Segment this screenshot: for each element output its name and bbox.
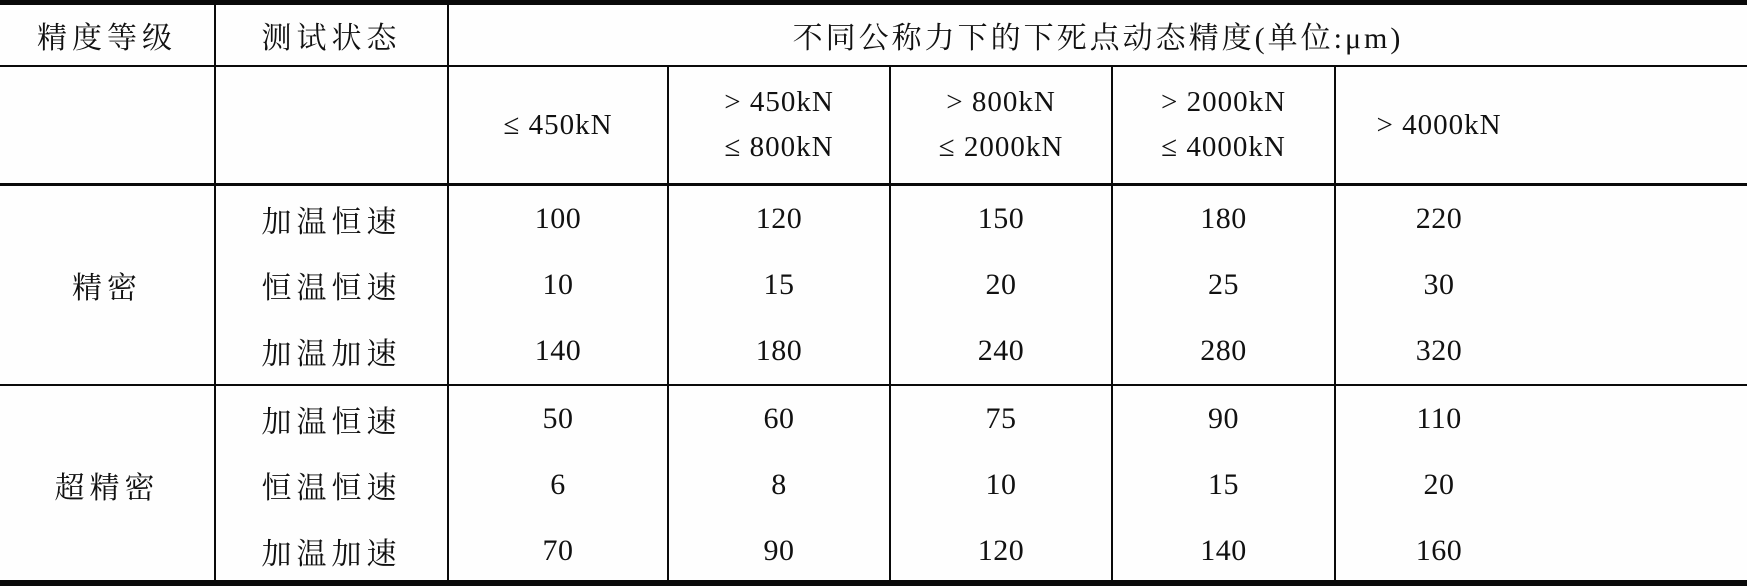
- table-row: [0, 385, 1747, 452]
- value-cell: 25: [1112, 252, 1335, 318]
- state-cell: 加温加速: [215, 518, 448, 584]
- force-range-line: ≤ 800kN: [724, 131, 834, 163]
- force-range-line: ≤ 450kN: [503, 108, 613, 141]
- force-range-line: > 2000kN: [1160, 86, 1287, 119]
- table-row: [0, 252, 1747, 318]
- value-cell: 90: [1112, 385, 1335, 452]
- state-cell: 加温恒速: [215, 185, 448, 253]
- table-row: [0, 518, 1747, 584]
- force-range-line: ≤ 4000kN: [1161, 131, 1286, 163]
- dynamic-precision-table: [0, 5, 1747, 584]
- grade-column-header: 精度等级: [0, 5, 215, 66]
- value-cell: 150: [890, 185, 1112, 253]
- force-range-line: ≤ 2000kN: [938, 131, 1064, 163]
- empty-header-cell: [0, 66, 215, 185]
- value-cell: 15: [1112, 452, 1335, 518]
- force-range-line: > 800kN: [946, 86, 1056, 119]
- table-body: [0, 185, 1747, 585]
- grade-cell-chaojingmi: 超精密: [0, 385, 215, 584]
- value-cell: 6: [448, 452, 668, 518]
- header-row-2: [0, 66, 1747, 185]
- value-cell: 8: [668, 452, 890, 518]
- value-cell: 110: [1335, 385, 1747, 452]
- value-cell: 90: [668, 518, 890, 584]
- value-cell: 320: [1335, 318, 1747, 385]
- value-cell: 180: [1112, 185, 1335, 253]
- value-cell: 120: [890, 518, 1112, 584]
- force-header-le450: [448, 66, 668, 185]
- state-cell: 恒温恒速: [215, 452, 448, 518]
- value-cell: 140: [448, 318, 668, 385]
- value-cell: 240: [890, 318, 1112, 385]
- state-cell: 恒温恒速: [215, 252, 448, 318]
- value-cell: 10: [890, 452, 1112, 518]
- value-cell: 140: [1112, 518, 1335, 584]
- value-cell: 160: [1335, 518, 1747, 584]
- empty-header-cell: [215, 66, 448, 185]
- force-header-gt4000: [1335, 66, 1747, 185]
- value-cell: 60: [668, 385, 890, 452]
- value-cell: 180: [668, 318, 890, 385]
- value-cell: 10: [448, 252, 668, 318]
- header-row-1: [0, 5, 1747, 66]
- state-column-header: 测试状态: [215, 5, 448, 66]
- value-cell: 20: [890, 252, 1112, 318]
- force-range-line: > 4000kN: [1376, 108, 1502, 141]
- value-cell: 15: [668, 252, 890, 318]
- force-header-800-2000: [890, 66, 1112, 185]
- state-cell: 加温恒速: [215, 385, 448, 452]
- force-header-450-800: [668, 66, 890, 185]
- table-row: [0, 185, 1747, 253]
- value-cell: 75: [890, 385, 1112, 452]
- table-row: [0, 318, 1747, 385]
- table-header: [0, 5, 1747, 185]
- value-cell: 220: [1335, 185, 1747, 253]
- grade-cell-jingmi: 精密: [72, 272, 142, 305]
- value-cell: 100: [448, 185, 668, 253]
- state-cell: 加温加速: [215, 318, 448, 385]
- force-range-line: > 450kN: [724, 86, 834, 119]
- force-header-2000-4000: [1112, 66, 1335, 185]
- value-cell: 120: [668, 185, 890, 253]
- table-row: [0, 452, 1747, 518]
- value-cell: 280: [1112, 318, 1335, 385]
- value-cell: 20: [1335, 452, 1747, 518]
- value-cell: 30: [1335, 252, 1747, 318]
- value-cell: 50: [448, 385, 668, 452]
- span-title-header: 不同公称力下的下死点动态精度(单位:μm): [448, 5, 1747, 66]
- value-cell: 70: [448, 518, 668, 584]
